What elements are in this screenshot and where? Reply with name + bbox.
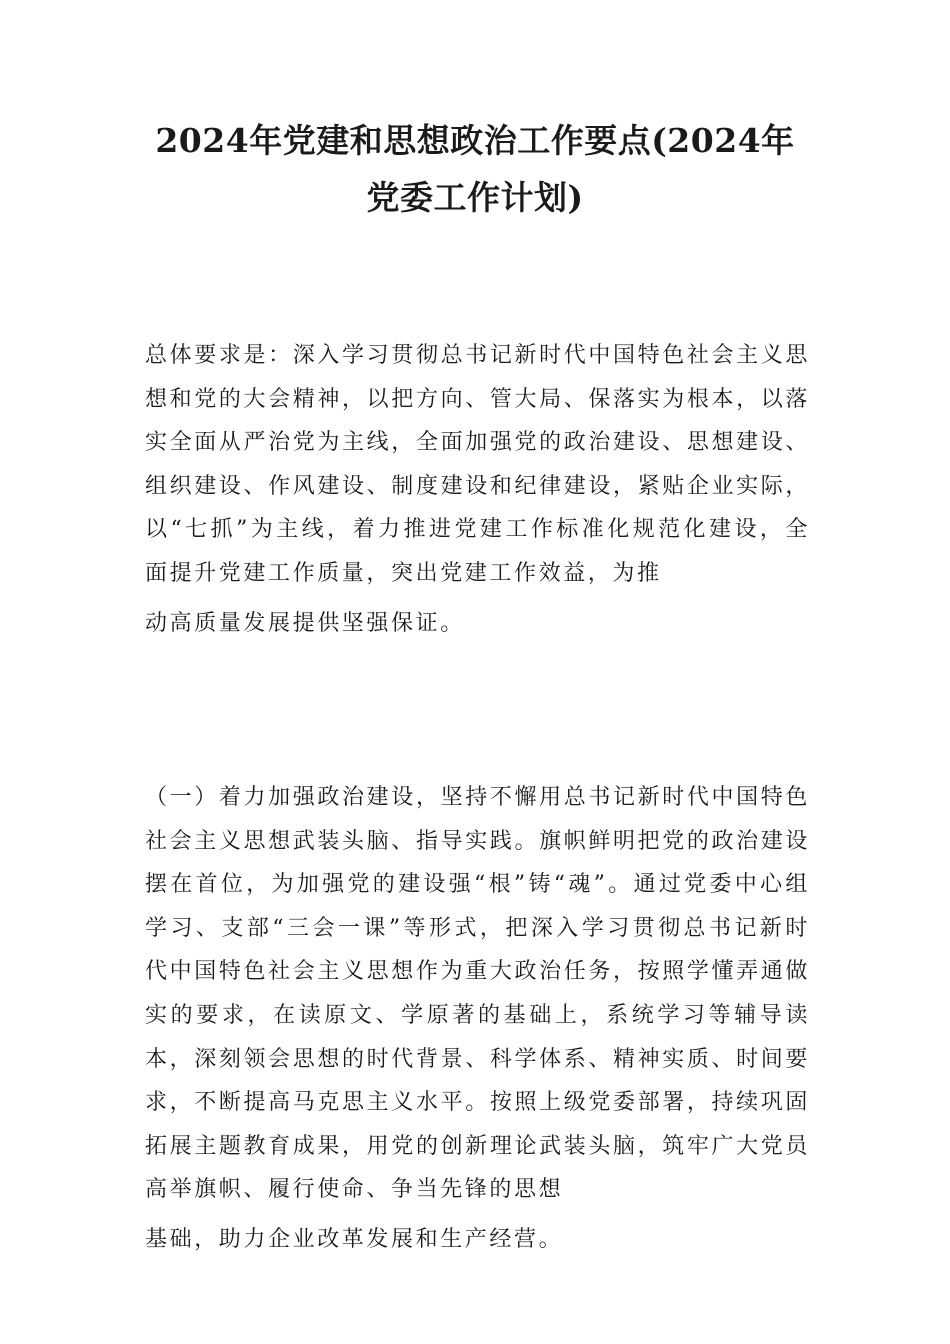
paragraph-last-line: 基础，助力企业改革发展和生产经营。	[145, 1226, 564, 1252]
paragraph-text: 总体要求是：深入学习贯彻总书记新时代中国特色社会主义思想和党的大会精神，以把方向、管大局、保落实为根本，以落实全面从严治党为主线，全面加强党的政治建设、思想建设、组织建设、作风建设、制度建设和纪律建设，紧贴企业实际，以“七抓”为主线，着力推进党建工作标准化规范化建设，全面提升党建工作质量，突出党建工作效益，为推	[145, 343, 810, 586]
paragraph-general-requirements	[145, 334, 810, 645]
paragraph-last-line: 动高质量发展提供坚强保证。	[145, 610, 465, 636]
paragraph-text: （一）着力加强政治建设，坚持不懈用总书记新时代中国特色社会主义思想武装头脑、指导实践。旗帜鲜明把党的政治建设摆在首位，为加强党的建设强“根”铸“魂”。通过党委中心组学习、支部“三会一课”等形式，把深入学习贯彻总书记新时代中国特色社会主义思想作为重大政治任务，按照学懂弄通做实的要求，在读原文、学原著的基础上，系统学习等辅导读本，深刻领会思想的时代背景、科学体系、精神实质、时间要求，不断提高马克思主义水平。按照上级党委部署，持续巩固拓展主题教育成果，用党的创新理论武装头脑，筑牢广大党员高举旗帜、履行使命、争当先锋的思想	[145, 785, 810, 1203]
paragraph-political-construction	[145, 776, 810, 1262]
document-title: 2024年党建和思想政治工作要点(2024年党委工作计划)	[155, 121, 795, 217]
